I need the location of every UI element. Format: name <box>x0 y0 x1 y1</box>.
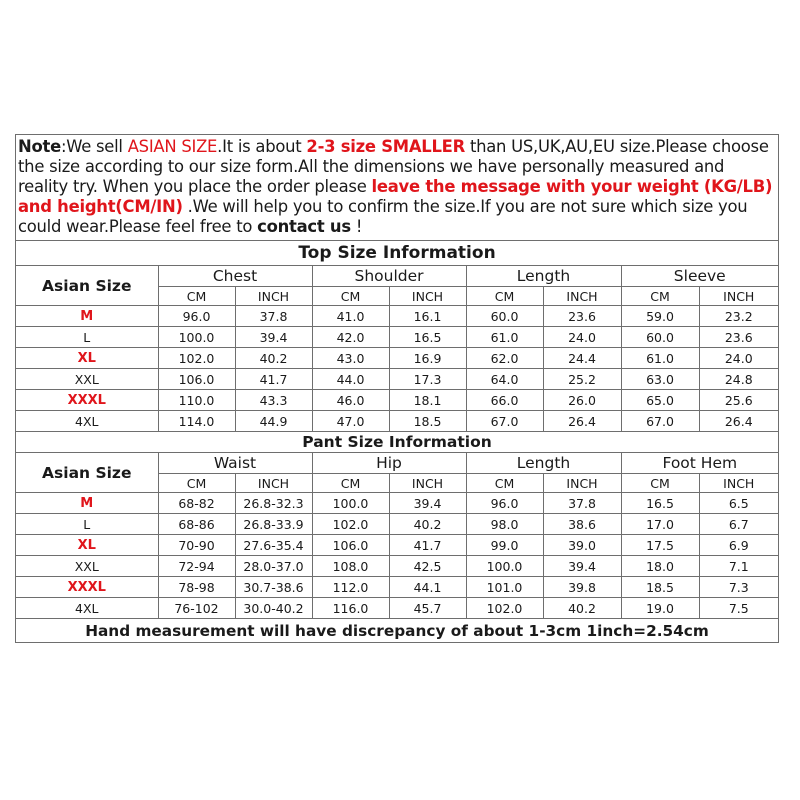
table-cell: 63.0 <box>621 369 699 390</box>
table-cell: 100.0 <box>312 493 389 514</box>
table-cell: 25.2 <box>543 369 621 390</box>
table-cell: 16.5 <box>389 327 466 348</box>
table-cell: 67.0 <box>466 411 543 432</box>
table-cell: 67.0 <box>621 411 699 432</box>
table-cell: 40.2 <box>389 514 466 535</box>
unit-header: CM <box>466 287 543 306</box>
table-row <box>16 493 778 514</box>
unit-header: INCH <box>699 287 778 306</box>
table-cell: 24.0 <box>543 327 621 348</box>
table-cell: 41.0 <box>312 306 389 327</box>
table-row <box>16 514 778 535</box>
table-cell: 17.3 <box>389 369 466 390</box>
table-cell: 18.5 <box>389 411 466 432</box>
table-cell: 45.7 <box>389 598 466 619</box>
size-label: 4XL <box>16 411 158 432</box>
table-cell: 68-82 <box>158 493 235 514</box>
table-cell: 24.8 <box>699 369 778 390</box>
smaller-warning: 2-3 size SMALLER <box>306 137 465 156</box>
table-row <box>16 327 778 348</box>
table-cell: 19.0 <box>621 598 699 619</box>
table-cell: 102.0 <box>466 598 543 619</box>
table-cell: 26.8-33.9 <box>235 514 312 535</box>
table-cell: 60.0 <box>466 306 543 327</box>
table-cell: 96.0 <box>158 306 235 327</box>
unit-header: INCH <box>699 474 778 493</box>
table-cell: 18.5 <box>621 577 699 598</box>
pant-size-title: Pant Size Information <box>16 432 778 453</box>
table-cell: 39.8 <box>543 577 621 598</box>
top-size-title: Top Size Information <box>16 241 778 266</box>
table-row <box>16 411 778 432</box>
table-cell: 23.6 <box>699 327 778 348</box>
table-cell: 46.0 <box>312 390 389 411</box>
table-cell: 41.7 <box>389 535 466 556</box>
table-cell: 23.2 <box>699 306 778 327</box>
unit-header: INCH <box>543 287 621 306</box>
table-cell: 106.0 <box>158 369 235 390</box>
table-cell: 116.0 <box>312 598 389 619</box>
size-label: M <box>16 493 158 514</box>
table-row <box>16 598 778 619</box>
table-cell: 26.4 <box>699 411 778 432</box>
table-cell: 102.0 <box>158 348 235 369</box>
table-cell: 28.0-37.0 <box>235 556 312 577</box>
top-group-sleeve: Sleeve <box>621 266 778 287</box>
top-group-shoulder: Shoulder <box>312 266 466 287</box>
table-cell: 6.7 <box>699 514 778 535</box>
table-cell: 112.0 <box>312 577 389 598</box>
top-size-table <box>16 241 778 642</box>
table-cell: 7.5 <box>699 598 778 619</box>
table-cell: 30.0-40.2 <box>235 598 312 619</box>
size-label: M <box>16 306 158 327</box>
table-cell: 100.0 <box>158 327 235 348</box>
size-note <box>16 135 778 241</box>
note-text: ! <box>350 217 363 236</box>
table-cell: 72-94 <box>158 556 235 577</box>
table-row <box>16 348 778 369</box>
size-label: 4XL <box>16 598 158 619</box>
table-cell: 70-90 <box>158 535 235 556</box>
table-cell: 16.5 <box>621 493 699 514</box>
table-cell: 26.0 <box>543 390 621 411</box>
size-label: XXL <box>16 556 158 577</box>
size-label: XL <box>16 348 158 369</box>
table-cell: 114.0 <box>158 411 235 432</box>
table-cell: 26.4 <box>543 411 621 432</box>
table-cell: 61.0 <box>621 348 699 369</box>
table-cell: 102.0 <box>312 514 389 535</box>
note-label: Note <box>18 137 61 156</box>
note-text: .It is about <box>217 137 307 156</box>
note-text: .We will help you to confirm the size.If you are not sure which size you could wear.Please feel free to <box>18 197 748 236</box>
table-cell: 39.0 <box>543 535 621 556</box>
table-cell: 42.0 <box>312 327 389 348</box>
table-cell: 42.5 <box>389 556 466 577</box>
table-cell: 99.0 <box>466 535 543 556</box>
table-cell: 18.0 <box>621 556 699 577</box>
table-cell: 44.9 <box>235 411 312 432</box>
table-cell: 30.7-38.6 <box>235 577 312 598</box>
table-cell: 68-86 <box>158 514 235 535</box>
table-cell: 16.1 <box>389 306 466 327</box>
table-cell: 64.0 <box>466 369 543 390</box>
contact-us-text: contact us <box>257 217 351 236</box>
table-cell: 78-98 <box>158 577 235 598</box>
table-cell: 17.5 <box>621 535 699 556</box>
size-label: L <box>16 514 158 535</box>
table-cell: 44.0 <box>312 369 389 390</box>
table-cell: 6.9 <box>699 535 778 556</box>
table-cell: 27.6-35.4 <box>235 535 312 556</box>
table-cell: 37.8 <box>543 493 621 514</box>
table-cell: 26.8-32.3 <box>235 493 312 514</box>
table-cell: 16.9 <box>389 348 466 369</box>
table-cell: 18.1 <box>389 390 466 411</box>
table-row <box>16 577 778 598</box>
unit-header: INCH <box>543 474 621 493</box>
table-cell: 108.0 <box>312 556 389 577</box>
table-cell: 100.0 <box>466 556 543 577</box>
size-label: XL <box>16 535 158 556</box>
table-cell: 37.8 <box>235 306 312 327</box>
table-cell: 61.0 <box>466 327 543 348</box>
pant-group-hip: Hip <box>312 453 466 474</box>
table-cell: 66.0 <box>466 390 543 411</box>
table-cell: 44.1 <box>389 577 466 598</box>
unit-header: INCH <box>235 287 312 306</box>
note-text: than US,UK,AU,EU size.Please choose the size according to our size form.All the dimensions we have personally measured and reality try. When you place the order please <box>18 137 769 196</box>
table-cell: 98.0 <box>466 514 543 535</box>
table-cell: 24.0 <box>699 348 778 369</box>
measurement-footnote: Hand measurement will have discrepancy of about 1-3cm 1inch=2.54cm <box>85 621 709 640</box>
table-cell: 59.0 <box>621 306 699 327</box>
table-row <box>16 369 778 390</box>
table-row <box>16 556 778 577</box>
unit-header: CM <box>621 474 699 493</box>
table-cell: 38.6 <box>543 514 621 535</box>
table-cell: 40.2 <box>543 598 621 619</box>
pant-asian-size-header: Asian Size <box>16 453 158 493</box>
unit-header: CM <box>312 287 389 306</box>
table-cell: 25.6 <box>699 390 778 411</box>
table-cell: 41.7 <box>235 369 312 390</box>
table-cell: 40.2 <box>235 348 312 369</box>
table-cell: 6.5 <box>699 493 778 514</box>
asian-size-text: ASIAN SIZE <box>127 137 218 156</box>
table-cell: 39.4 <box>389 493 466 514</box>
table-cell: 106.0 <box>312 535 389 556</box>
size-label: XXL <box>16 369 158 390</box>
table-cell: 23.6 <box>543 306 621 327</box>
table-cell: 43.3 <box>235 390 312 411</box>
size-label: L <box>16 327 158 348</box>
top-group-chest: Chest <box>158 266 312 287</box>
unit-header: CM <box>621 287 699 306</box>
table-row <box>16 306 778 327</box>
table-row <box>16 390 778 411</box>
note-text: :We sell <box>60 137 128 156</box>
table-cell: 17.0 <box>621 514 699 535</box>
size-label: XXXL <box>16 390 158 411</box>
table-cell: 96.0 <box>466 493 543 514</box>
table-cell: 24.4 <box>543 348 621 369</box>
table-cell: 60.0 <box>621 327 699 348</box>
table-cell: 39.4 <box>235 327 312 348</box>
size-chart <box>15 134 779 643</box>
size-label: XXXL <box>16 577 158 598</box>
table-cell: 43.0 <box>312 348 389 369</box>
table-cell: 101.0 <box>466 577 543 598</box>
unit-header: INCH <box>389 474 466 493</box>
top-asian-size-header: Asian Size <box>16 266 158 306</box>
table-cell: 65.0 <box>621 390 699 411</box>
unit-header: INCH <box>235 474 312 493</box>
unit-header: CM <box>158 474 235 493</box>
pant-group-foot-hem: Foot Hem <box>621 453 778 474</box>
unit-header: CM <box>158 287 235 306</box>
pant-group-waist: Waist <box>158 453 312 474</box>
table-cell: 7.1 <box>699 556 778 577</box>
leave-message-text: leave the message with your weight (KG/LB) and height(CM/IN) <box>18 177 773 216</box>
unit-header: INCH <box>389 287 466 306</box>
table-cell: 76-102 <box>158 598 235 619</box>
table-row <box>16 535 778 556</box>
unit-header: CM <box>312 474 389 493</box>
unit-header: CM <box>466 474 543 493</box>
pant-group-length: Length <box>466 453 621 474</box>
table-cell: 7.3 <box>699 577 778 598</box>
table-cell: 47.0 <box>312 411 389 432</box>
table-cell: 62.0 <box>466 348 543 369</box>
table-cell: 110.0 <box>158 390 235 411</box>
table-cell: 39.4 <box>543 556 621 577</box>
top-group-length: Length <box>466 266 621 287</box>
